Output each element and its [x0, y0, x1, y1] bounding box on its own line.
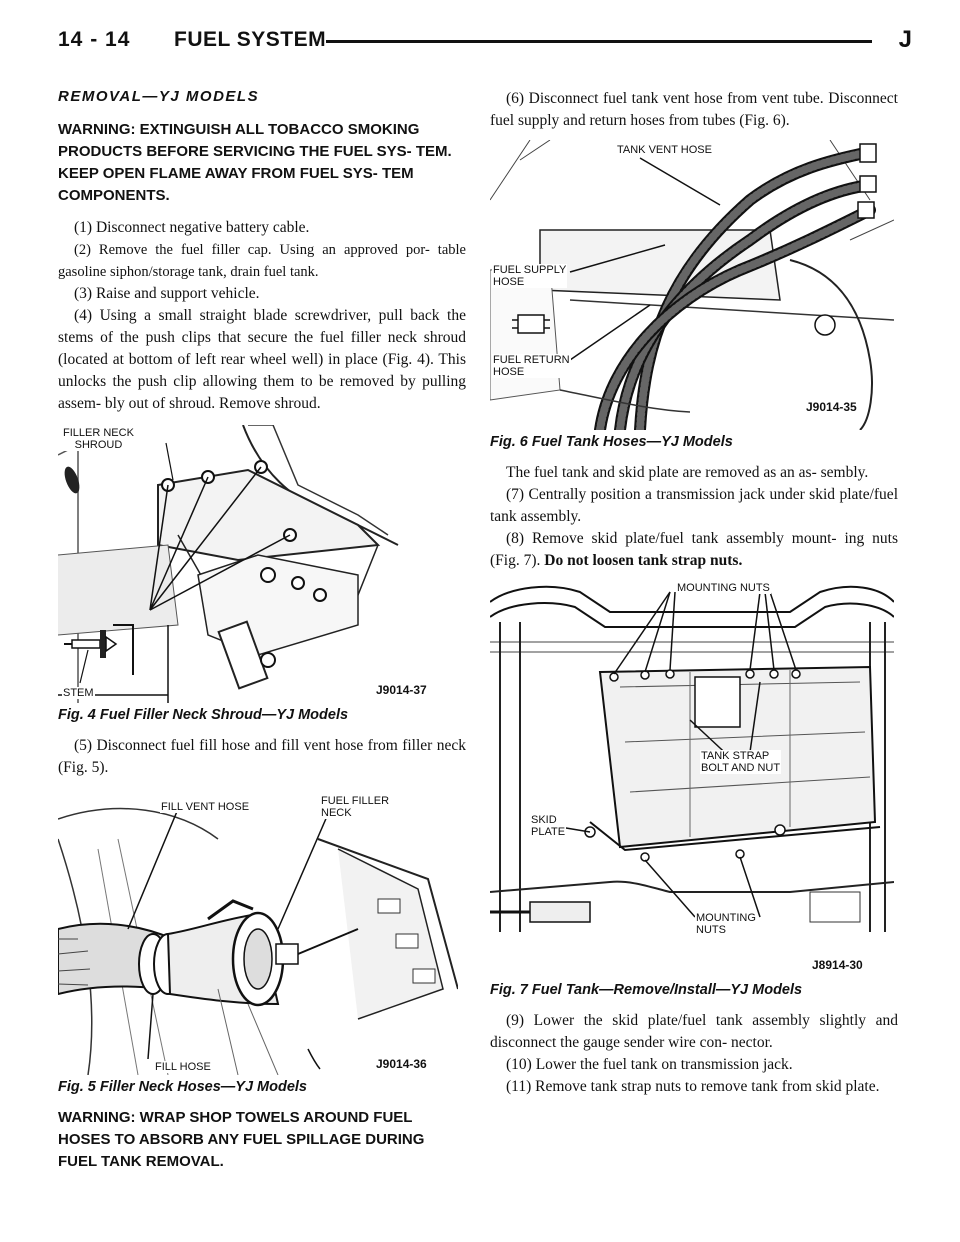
step-2: (2) Remove the fuel filler cap. Using an approved por- table gasoline siphon/storage tank, drain fuel tank. [58, 242, 466, 280]
right-column [490, 88, 898, 1098]
figure-4-caption: Fig. 4 Fuel Filler Neck Shroud—YJ Models [58, 707, 349, 723]
header-letter: J [898, 26, 912, 53]
step-6: (6) Disconnect fuel tank vent hose from vent tube. Disconnect fuel supply and return hoses from tubes (Fig. 6). [490, 90, 898, 129]
step-8-text: (8) Remove skid plate/fuel tank assembly mount- ing nuts (Fig. 7). [490, 530, 898, 569]
step-4: (4) Using a small straight blade screwdriver, pull back the stems of the push clips that secure the fuel filler neck shroud (located at bottom of left rear wheel well) in place (Fig. 4). This unlocks the push clip allowing them to be removed by pulling assem- bly out of shroud. Remove shroud. [58, 307, 466, 412]
figure-5-drawing [58, 789, 458, 1075]
figure-7-label-mounting-top: MOUNTING NUTS [677, 582, 770, 594]
figure-6-label-vent: TANK VENT HOSE [617, 144, 712, 156]
figure-5-id: J9014-36 [376, 1057, 427, 1071]
warning-towels: WARNING: WRAP SHOP TOWELS AROUND FUEL HOSES TO ABSORB ANY FUEL SPILLAGE DURING FUEL TANK REMOVAL. [58, 1109, 425, 1170]
step-3: (3) Raise and support vehicle. [74, 285, 260, 302]
step-9: (9) Lower the skid plate/fuel tank assembly slightly and disconnect the gauge sender wire con- nector. [490, 1012, 898, 1051]
figure-5-caption: Fig. 5 Filler Neck Hoses—YJ Models [58, 1079, 307, 1095]
step-1: (1) Disconnect negative battery cable. [74, 219, 310, 236]
step-8-caution: Do not loosen tank strap nuts. [544, 552, 743, 569]
section-title: FUEL SYSTEM [174, 28, 327, 51]
figure-4 [58, 425, 458, 703]
figure-7-caption: Fig. 7 Fuel Tank—Remove/Install—YJ Models [490, 982, 803, 998]
step-5: (5) Disconnect fuel fill hose and fill vent hose from filler neck (Fig. 5). [58, 737, 466, 776]
figure-6-label-supply: FUEL SUPPLY HOSE [493, 264, 567, 288]
figure-6 [490, 140, 894, 430]
figure-4-label-stem: STEM [63, 687, 94, 699]
figure-6-id: J9014-35 [806, 400, 857, 414]
figure-7-label-skid: SKID PLATE [531, 814, 566, 838]
left-column [58, 88, 466, 1183]
figure-5-label-fill: FILL HOSE [155, 1061, 211, 1073]
figure-7 [490, 582, 894, 978]
paragraph-assembly: The fuel tank and skid plate are removed as an as- sembly. [506, 464, 869, 481]
step-10: (10) Lower the fuel tank on transmission jack. [506, 1056, 793, 1073]
step-8 [490, 528, 898, 572]
page-header [58, 18, 912, 58]
figure-4-label-shroud: FILLER NECK SHROUD [63, 427, 134, 451]
figure-5 [58, 789, 458, 1075]
step-11: (11) Remove tank strap nuts to remove tank from skid plate. [506, 1078, 880, 1095]
step-7: (7) Centrally position a transmission jack under skid plate/fuel tank assembly. [490, 486, 898, 525]
figure-4-drawing [58, 425, 458, 703]
warning-smoking: WARNING: EXTINGUISH ALL TOBACCO SMOKING PRODUCTS BEFORE SERVICING THE FUEL SYS- TEM. KEEP OPEN FLAME AWAY FROM FUEL SYS- TEM COMPONENTS. [58, 121, 452, 204]
figure-5-label-vent: FILL VENT HOSE [161, 801, 250, 813]
figure-5-label-neck: FUEL FILLER NECK [321, 795, 390, 819]
figure-7-label-strap: TANK STRAP BOLT AND NUT [701, 750, 781, 774]
figure-7-drawing [490, 582, 894, 978]
section-heading: REMOVAL—YJ MODELS [58, 88, 260, 105]
figure-4-id: J9014-37 [376, 683, 427, 697]
figure-7-id: J8914-30 [812, 958, 863, 972]
figure-6-label-return: FUEL RETURN HOSE [493, 354, 570, 378]
figure-6-caption: Fig. 6 Fuel Tank Hoses—YJ Models [490, 434, 733, 450]
figure-7-label-mounting-bottom: MOUNTING NUTS [696, 912, 756, 936]
page-number: 14 - 14 [58, 28, 131, 51]
header-rule [326, 40, 872, 43]
